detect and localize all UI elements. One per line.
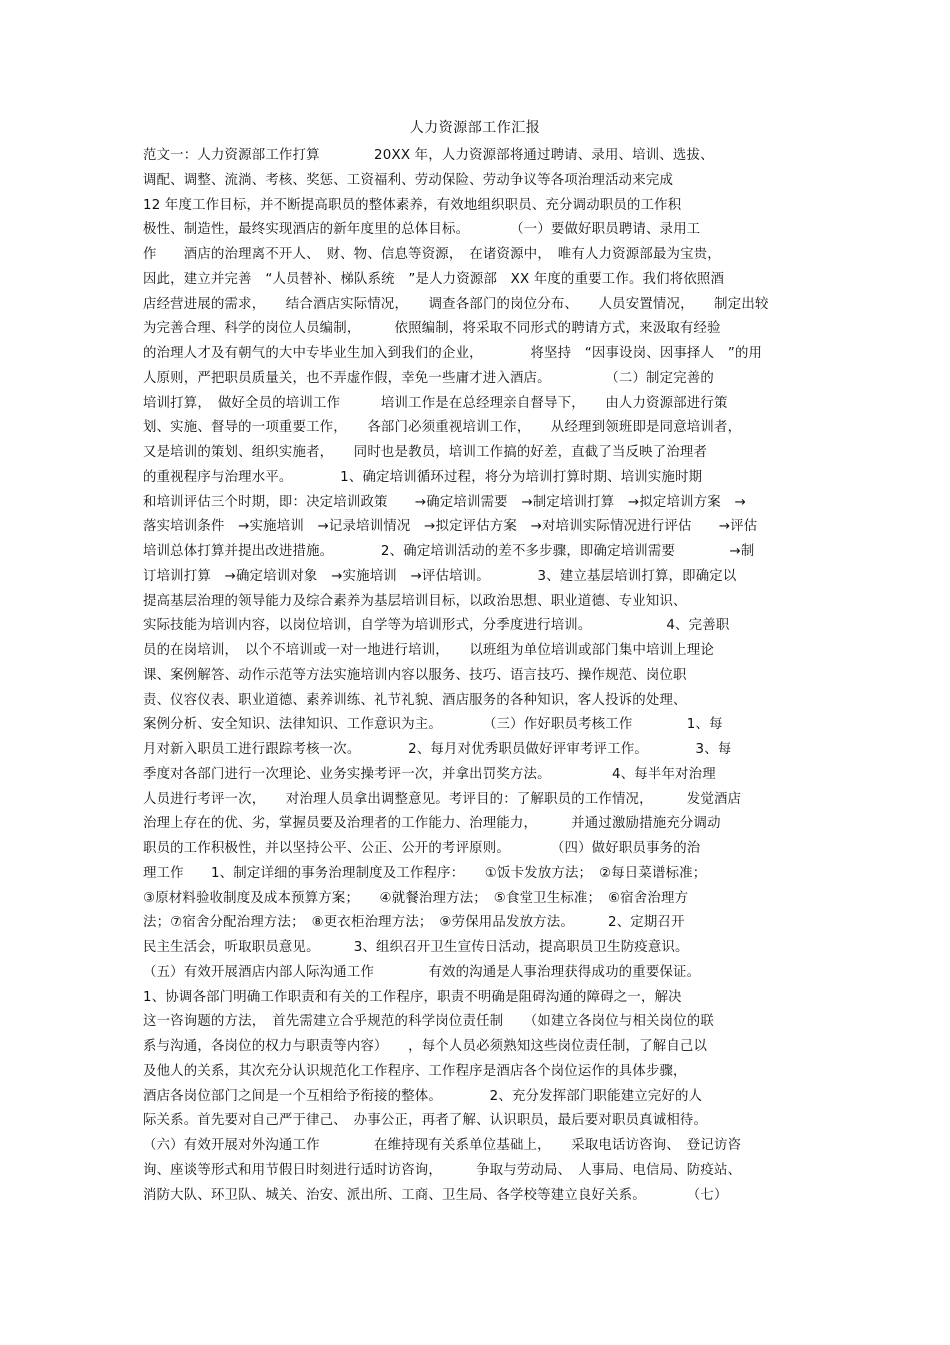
text-line: 法；⑦宿舍分配治理方法； ⑧更衣柜治理方法； ⑨劳保用品发放方法。 2、定期召开 bbox=[143, 915, 685, 931]
text-line: 人员进行考评一次， 对治理人员拿出调整意见。考评目的：了解职员的工作情况， 发觉酒店 bbox=[143, 791, 742, 807]
text-line: 的治理人才及有朝气的大中专毕业生加入到我们的企业， 将坚持 “因事设岗、因事择人 ”的用 bbox=[143, 346, 763, 361]
text-line: 案例分析、安全知识、法律知识、工作意识为主。 （三）作好职员考核工作 1、每 bbox=[143, 717, 723, 733]
text-line: 的重视程序与治理水平。 1、确定培训循环过程，将分为培训打算时期、培训实施时期 bbox=[143, 469, 703, 485]
text-line: ③原材料验收制度及成本预算方案； ④就餐治理方法； ⑤食堂卫生标准； ⑥宿舍治理方 bbox=[143, 890, 689, 906]
text-line: 培训总体打算并提出改进措施。 2、确定培训活动的差不多步骤，即确定培训需要 →制 bbox=[143, 544, 755, 559]
text-line: 调配、调整、流淌、考核、奖惩、工资福利、劳动保险、劳动争议等各项治理活动来完成 bbox=[143, 172, 674, 188]
text-line: 员的在岗培训， 以个不培训或一对一地进行培训， 以班组为单位培训或部门集中培训上理论 bbox=[143, 643, 714, 658]
text-line: 及他人的关系，其次充分认识规范化工作程序、工作程序是酒店各个岗位运作的具体步骤， bbox=[143, 1063, 687, 1079]
text-line: 12 年度工作目标，并不断提高职员的整体素养，有效地组织职员、充分调动职员的工作积 bbox=[143, 197, 682, 213]
text-line: 店经营进展的需求， 结合酒店实际情况， 调查各部门的岗位分布、 人员安置情况， 制定出较 bbox=[143, 296, 769, 312]
text-line: （五）有效开展酒店内部人际沟通工作 有效的沟通是人事治理获得成功的重要保证。 bbox=[143, 964, 701, 980]
text-line: 范文一：人力资源部工作打算 20XX 年，人力资源部将通过聘请、录用、培训、选拔、 bbox=[143, 148, 714, 163]
text-line: 1、协调各部门明确工作职责和有关的工作程序，职责不明确是阻碍沟通的障碍之一，解决 bbox=[143, 989, 682, 1005]
text-line: 作 酒店的治理离不开人、 财、物、信息等资源， 在诸资源中， 唯有人力资源部最为宝贵， bbox=[143, 247, 721, 262]
text-line: 消防大队、环卫队、城关、治安、派出所、工商、卫生局、各学校等建立良好关系。 （七） bbox=[143, 1187, 728, 1203]
text-line: 询、座谈等形式和用节假日时刻进行适时访咨询， 争取与劳动局、 人事局、电信局、防疫站、 bbox=[143, 1162, 742, 1178]
document-title: 人力资源部工作汇报 bbox=[409, 120, 541, 136]
text-line: 系与沟通，各岗位的权力与职责等内容） ，每个人员必须熟知这些岗位责任制，了解自己以 bbox=[143, 1039, 708, 1054]
text-line: 季度对各部门进行一次理论、业务实操考评一次，并拿出罚奖方法。 4、每半年对治理 bbox=[143, 766, 716, 782]
text-line: 又是培训的策划、组织实施者， 同时也是教员，培训工作搞的好差，直截了当反映了治理者 bbox=[143, 445, 708, 460]
text-line: 极性、制造性，最终实现酒店的新年度里的总体目标。 （一）要做好职员聘请、录用工 bbox=[143, 222, 701, 238]
text-line: 落实培训条件 →实施培训 →记录培训情况 →拟定评估方案 →对培训实际情况进行评估 →评估 bbox=[143, 519, 758, 535]
document-body bbox=[143, 144, 813, 1208]
text-line: 实际技能为培训内容，以岗位培训，自学等为培训形式，分季度进行培训。 4、完善职 bbox=[143, 618, 730, 634]
text-line: 为完善合理、科学的岗位人员编制， 依照编制，将采取不同形式的聘请方式，来汲取有经验 bbox=[143, 321, 721, 337]
text-line: 理工作 1、制定详细的事务治理制度及工作程序： ①饭卡发放方法； ②每日菜谱标准； bbox=[143, 865, 707, 881]
text-line: 课、案例解答、动作示范等方法实施培训内容以服务、技巧、语言技巧、操作规范、岗位职 bbox=[143, 667, 687, 683]
text-line: 责、仪容仪表、职业道德、素养训练、礼节礼貌、酒店服务的各种知识，客人投诉的处理、 bbox=[143, 692, 687, 708]
text-line: 因此，建立并完善 “人员替补、梯队系统 ”是人力资源部 XX 年度的重要工作。我们将依照酒 bbox=[143, 271, 725, 287]
text-line: （六）有效开展对外沟通工作 在维持现有关系单位基础上， 采取电话访咨询、 登记访咨 bbox=[143, 1138, 742, 1153]
text-line: 际关系。首先要对自己严于律己、 办事公正，再者了解、认识职员，最后要对职员真诚相待。 bbox=[143, 1113, 708, 1129]
text-line: 培训打算， 做好全员的培训工作 培训工作是在总经理亲自督导下， 由人力资源部进行策 bbox=[143, 395, 728, 411]
text-line: 酒店各岗位部门之间是一个互相给予衔接的整体。 2、充分发挥部门职能建立完好的人 bbox=[143, 1088, 703, 1104]
text-line: 订培训打算 →确定培训对象 →实施培训 →评估培训。 3、建立基层培训打算，即确定以 bbox=[143, 568, 737, 584]
text-line: 这一咨询题的方法， 首先需建立合乎规范的科学岗位责任制 （如建立各岗位与相关岗位的联 bbox=[143, 1014, 714, 1030]
text-line: 和培训评估三个时期，即：决定培训政策 →确定培训需要 →制定培训打算 →拟定培训方案 → bbox=[143, 494, 746, 510]
text-line: 人原则，严把职员质量关，也不弄虚作假，幸免一些庸才进入酒店。 （二）制定完善的 bbox=[143, 370, 714, 386]
text-line: 提高基层治理的领导能力及综合素养为基层培训目标，以政治思想、职业道德、专业知识、 bbox=[143, 593, 687, 609]
text-line: 民主生活会，听取职员意见。 3、组织召开卫生宣传日活动，提高职员卫生防疫意识。 bbox=[143, 940, 689, 955]
text-line: 职员的工作积极性，并以坚持公平、公正、公开的考评原则。 （四）做好职员事务的治 bbox=[143, 841, 701, 856]
text-line: 月对新入职员工进行跟踪考核一次。 2、每月对优秀职员做好评审考评工作。 3、每 bbox=[143, 742, 732, 757]
text-line: 划、实施、督导的一项重要工作， 各部门必须重视培训工作， 从经理到领班即是同意培训者， bbox=[143, 420, 742, 436]
text-line: 治理上存在的优、劣，掌握员要及治理者的工作能力、治理能力， 并通过激励措施充分调动 bbox=[143, 816, 721, 832]
